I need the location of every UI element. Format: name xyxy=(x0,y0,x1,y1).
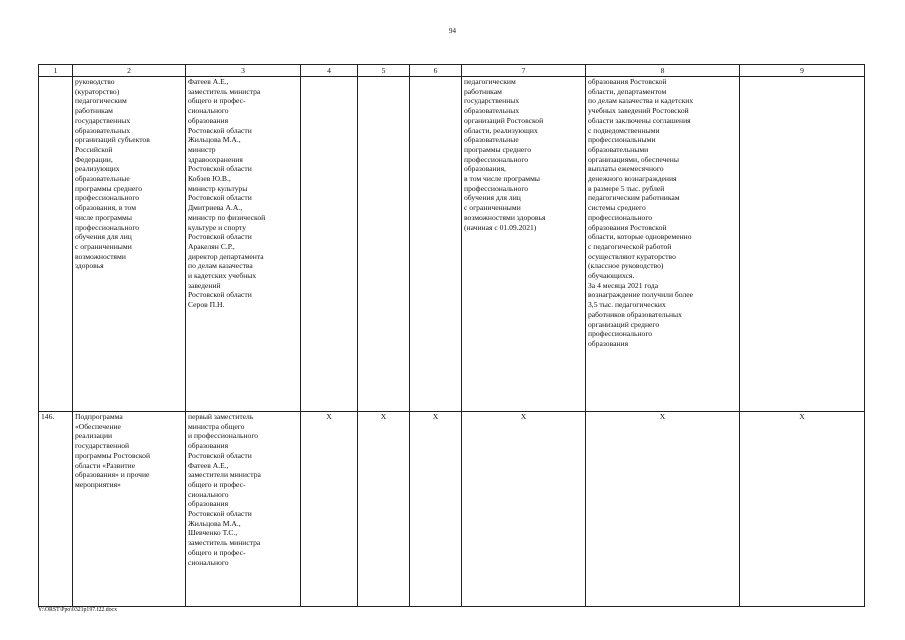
event-name-cell: руководство (кураторство) педагогическим работникам государственных образовательных организаций субъектов Российской Федерации, реализующих образовательные программы среднего профессионального образования, в том числе программы профессионального обучения для лиц с ограниченными возможностями здоровья xyxy=(73,77,186,412)
page-number: 94 xyxy=(449,27,456,35)
actual-result-cell: образования Ростовской области, департаментом по делам казачества и кадетских учебных заведений Ростовской области заключены соглашения с подведомственными профессиональными образовательными организациями, обеспечены выплаты ежемесячного денежного вознаграждения в размере 5 тыс. рублей педагогическим работникам системы среднего профессионального образования Ростовской области, которые одновременно с педагогической работой осуществляют кураторство (классное руководство) обучающихся. За 4 месяца 2021 года вознаграждение получили более 3,5 тыс. педагогических работников образовательных организаций среднего профессионального образования xyxy=(586,77,740,412)
column-9-cell xyxy=(740,77,865,412)
event-name-cell: Подпрограмма «Обеспечение реализации государственной программы Ростовской области «Развитие образования» и прочие мероприятия» xyxy=(73,412,186,607)
column-header-7: 7 xyxy=(462,65,586,77)
column-header-2: 2 xyxy=(73,65,186,77)
table-row xyxy=(39,412,865,607)
expected-result-cell: Х xyxy=(462,412,586,607)
header-row xyxy=(39,65,865,77)
expected-result-cell: педагогическим работникам государственных образовательных организаций Ростовской области, реализующих образовательные программы среднего профессионального образования, в том числе программы профессионального обучения для лиц с ограниченными возможностями здоровья (начиная с 01.09.2021) xyxy=(462,77,586,412)
table-row xyxy=(39,77,865,412)
responsible-cell: Фатеев А.Е., заместитель министра общего и профес- сионального образования Ростовской области Жильцова М.А., министр здравоохранения Ростовской области Кобзев Ю.В., министр культуры Ростовской области Дмитриева А.А., министр по физической культуре и спорту Ростовской области Аракелян С.Р., директор департамента по делам казачества и кадетских учебных заведений Ростовской области Серов П.Н. xyxy=(186,77,301,412)
column-5-cell xyxy=(358,77,410,412)
column-header-6: 6 xyxy=(410,65,462,77)
column-header-8: 8 xyxy=(586,65,740,77)
column-header-9: 9 xyxy=(740,65,865,77)
column-header-3: 3 xyxy=(186,65,301,77)
file-path-footer: Y:\ORST\Ppo\0321p197.f22.docx xyxy=(38,607,118,613)
row-number-cell: 146. xyxy=(39,412,73,607)
column-9-cell: Х xyxy=(740,412,865,607)
column-6-cell: Х xyxy=(410,412,462,607)
column-header-4: 4 xyxy=(301,65,358,77)
row-number-cell xyxy=(39,77,73,412)
column-6-cell xyxy=(410,77,462,412)
column-header-1: 1 xyxy=(39,65,73,77)
column-5-cell: Х xyxy=(358,412,410,607)
responsible-cell: первый заместитель министра общего и профессионального образования Ростовской области Фатеев А.Е., заместители министра общего и профес- сионального образования Ростовской области Жильцова М.А., Шевченко Т.С., заместитель министра общего и профес- сионального xyxy=(186,412,301,607)
column-4-cell xyxy=(301,77,358,412)
column-4-cell: Х xyxy=(301,412,358,607)
report-table xyxy=(38,64,865,607)
column-header-5: 5 xyxy=(358,65,410,77)
actual-result-cell: Х xyxy=(586,412,740,607)
